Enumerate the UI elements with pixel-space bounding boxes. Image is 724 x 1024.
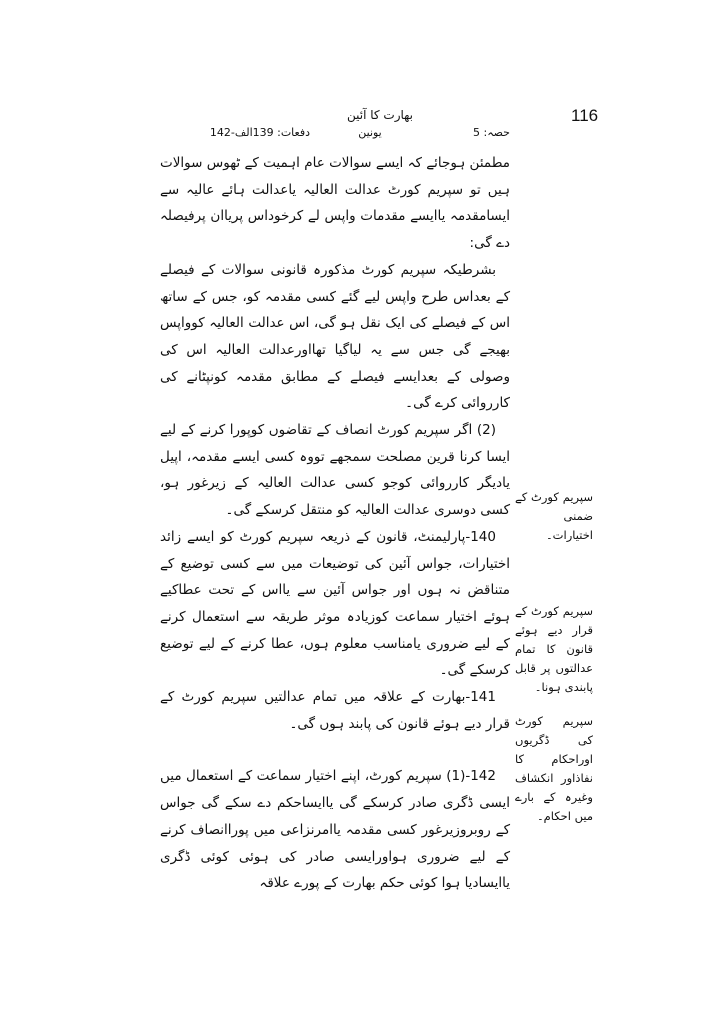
article-141: 141-بھارت کے علاقہ میں تمام عدالتیں سپریم کورٹ کے قرار دیے ہوئے قانون کی پابند ہوں گی۔ — [160, 689, 510, 732]
main-text — [160, 150, 510, 897]
header-title: بھارت کا آئین — [346, 108, 414, 122]
page-number: 116 — [571, 106, 599, 125]
paragraph-clause-2: (2) اگر سپریم کورٹ انصاف کے تقاضوں کوپورا کرنے کے لیے ایسا کرنا قرین مصلحت سمجھے تووہ کسی ایسے مقدمہ، اپیل یادیگر کارروائی کوجو کسی عدالت العالیہ کے زیرغور ہو، کسی دوسری عدالت العالیہ کو منتقل کرسکے گی۔ — [160, 422, 510, 519]
article-140: 140-پارلیمنٹ، قانون کے ذریعہ سپریم کورٹ کو ایسے زائد اختیارات، جواس آئین کی توضیعات میں سے کسی توضیع کے متناقض نہ ہوں اور جواس آئین سے یااس کے تحت عطاکیے ہوئے اختیار سماعت کوزیادہ موثر طریقہ سے استعمال کرنے کے لیے ضروری یامناسب معلوم ہوں، عطا کرنے کے لیے توضیع کرسکے گی۔ — [160, 528, 510, 679]
article-142: 142-(1) سپریم کورٹ، اپنے اختیار سماعت کے استعمال میں ایسی ڈگری صادر کرسکے گی یاایساحکم دے سکے گی جواس کے روبروزیرغور کسی مقدمہ یاامرنزاعی میں پوراانصاف کرنے کے لیے ضروری ہواورایسی صادر کی ہوئی کوئی ڈگری یاایسادیا ہوا کوئی حکم بھارت کے پورے علاقہ — [160, 768, 510, 892]
paragraph-proviso: بشرطیکہ سپریم کورٹ مذکورہ قانونی سوالات کے فیصلے کے بعداس طرح واپس لیے گئے کسی مقدمہ کو، جس کے ساتھ اس کے فیصلے کی ایک نقل ہو گی، اس عدالت العالیہ کوواپس بھیجے گی جس سے یہ لیاگیا تھااورعدالت العالیہ اس کی وصولی کے بعدایسے فیصلے کے مطابق مقدمہ کونپٹانے کی کارروائی کرے گی۔ — [160, 261, 510, 412]
margin-note-142: سپریم کورٹ کی ڈگریوں اوراحکام کا نفاذاور انکشاف وغیرہ کے بارے میں احکام۔ — [515, 714, 593, 823]
header-part: حصہ: 5 — [473, 126, 510, 139]
margin-note-141: سپریم کورٹ کے قرار دیے ہوئے قانون کا تمام عدالتوں پر قابل پابندی ہونا۔ — [515, 604, 593, 694]
header-articles: دفعات: 139الف-142 — [209, 126, 310, 139]
paragraph: مطمئن ہوجائے کہ ایسے سوالات عام اہمیت کے ٹھوس سوالات ہیں تو سپریم کورٹ عدالت العالیہ یاعدالت ہائے عالیہ سے ایسامقدمہ یاایسے مقدمات واپس لے کرخوداس پریاان پرفیصلہ دے گی: — [160, 155, 510, 252]
margin-note-140: سپریم کورٹ کے ضمنی اختیارات۔ — [515, 490, 593, 542]
header-union: یونین — [358, 126, 382, 139]
